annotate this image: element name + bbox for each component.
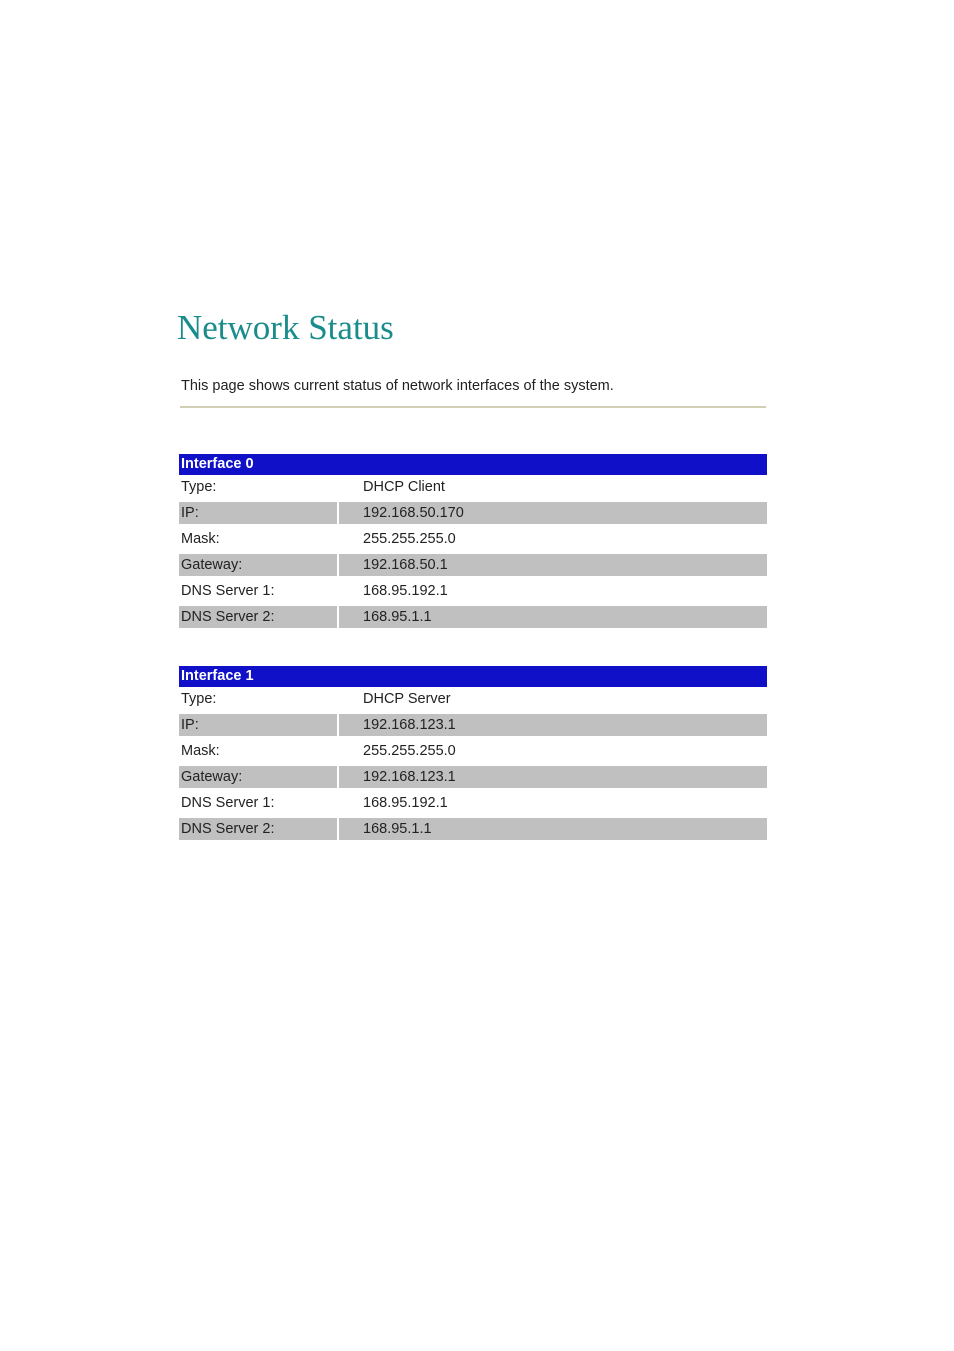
interface-1-type-row <box>179 688 767 710</box>
interface-0-mask-row <box>179 528 767 550</box>
type-value: DHCP Client <box>363 479 445 495</box>
interface-0-ip-row <box>179 502 767 524</box>
ip-label: IP: <box>179 714 337 736</box>
interface-0-table <box>179 454 767 632</box>
ip-value: 192.168.123.1 <box>339 714 767 736</box>
interface-1-ip-row <box>179 714 767 736</box>
dns-server-1-value: 168.95.192.1 <box>363 795 448 811</box>
dns-server-1-label: DNS Server 1: <box>181 583 275 599</box>
mask-value: 255.255.255.0 <box>363 743 456 759</box>
mask-label: Mask: <box>181 743 220 759</box>
mask-label: Mask: <box>181 531 220 547</box>
gateway-value: 192.168.123.1 <box>339 766 767 788</box>
type-value: DHCP Server <box>363 691 451 707</box>
page-description: This page shows current status of network interfaces of the system. <box>181 378 614 394</box>
dns-server-1-label: DNS Server 1: <box>181 795 275 811</box>
interface-1-dns1-row <box>179 792 767 814</box>
interface-0-dns2-row <box>179 606 767 628</box>
interface-0-type-row <box>179 476 767 498</box>
type-label: Type: <box>181 691 217 707</box>
interface-1-gateway-row <box>179 766 767 788</box>
interface-1-table <box>179 666 767 844</box>
dns-server-2-value: 168.95.1.1 <box>339 818 767 840</box>
interface-1-dns2-row <box>179 818 767 840</box>
dns-server-2-value: 168.95.1.1 <box>339 606 767 628</box>
ip-label: IP: <box>179 502 337 524</box>
interface-1-mask-row <box>179 740 767 762</box>
interface-0-gateway-row <box>179 554 767 576</box>
mask-value: 255.255.255.0 <box>363 531 456 547</box>
dns-server-2-label: DNS Server 2: <box>179 818 337 840</box>
dns-server-2-label: DNS Server 2: <box>179 606 337 628</box>
interface-1-header: Interface 1 <box>179 666 767 687</box>
interface-0-header: Interface 0 <box>179 454 767 475</box>
gateway-label: Gateway: <box>179 766 337 788</box>
gateway-value: 192.168.50.1 <box>339 554 767 576</box>
dns-server-1-value: 168.95.192.1 <box>363 583 448 599</box>
type-label: Type: <box>181 479 217 495</box>
page-title: Network Status <box>177 308 394 347</box>
interface-0-dns1-row <box>179 580 767 602</box>
divider <box>180 406 766 408</box>
gateway-label: Gateway: <box>179 554 337 576</box>
ip-value: 192.168.50.170 <box>339 502 767 524</box>
